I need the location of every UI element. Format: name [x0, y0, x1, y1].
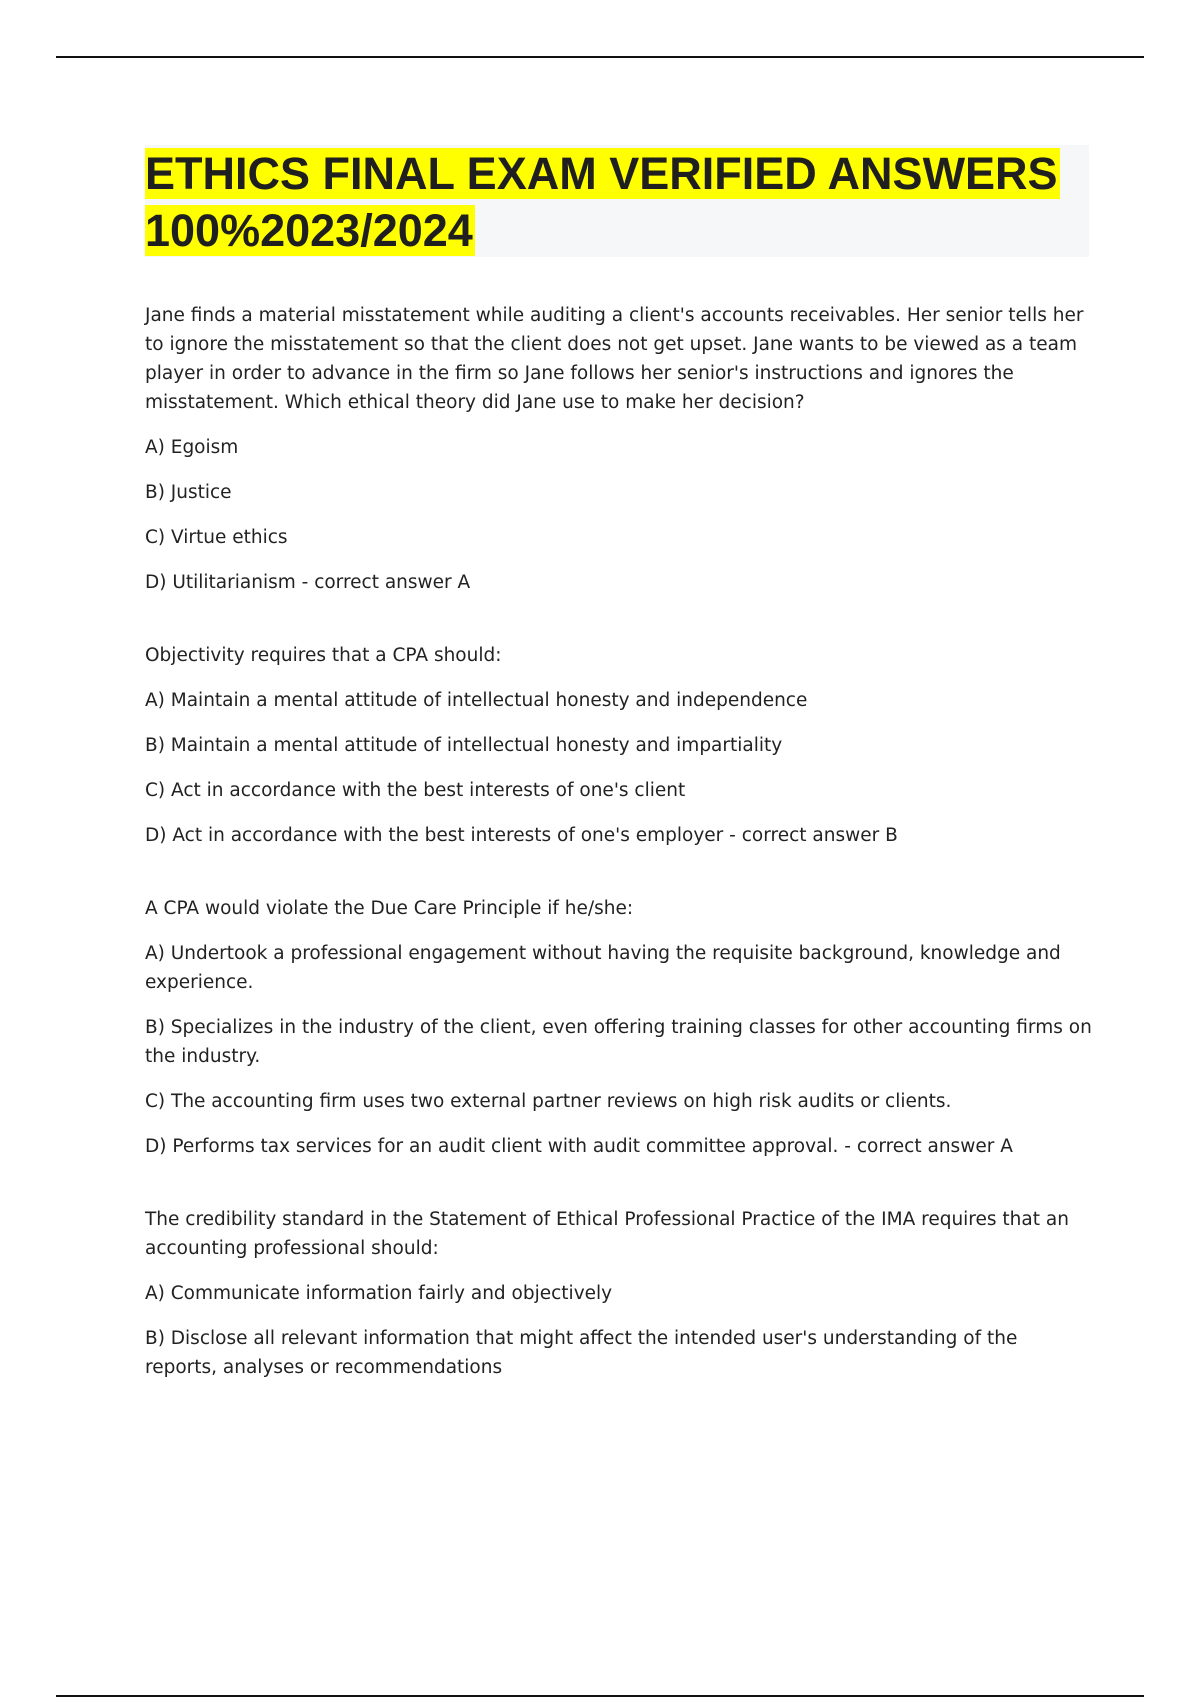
question-4 — [145, 1205, 1095, 1382]
answer-option-b: B) Maintain a mental attitude of intellectual honesty and impartiality — [145, 735, 783, 756]
question-stem: Jane finds a material misstatement while auditing a client's accounts receivables. Her senior tells her to ignore the misstatement so that the client does not get upset. Jane wants to be viewed as a team player in order to advance in the firm so Jane follows her senior's instructions and ignores the misstatement. Which ethical theory did Jane use to make her decision? — [145, 305, 1084, 413]
question-stem: A CPA would violate the Due Care Principle if he/she: — [145, 898, 634, 919]
answer-option-c: C) The accounting firm uses two external partner reviews on high risk audits or clients. — [145, 1091, 952, 1112]
answer-option-a: A) Undertook a professional engagement without having the requisite background, knowledge and experience. — [145, 943, 1061, 993]
answer-option-b: B) Disclose all relevant information that might affect the intended user's understanding of the reports, analyses or recommendations — [145, 1328, 1018, 1378]
answer-option-a: A) Egoism — [145, 437, 239, 458]
answer-option-c: C) Act in accordance with the best interests of one's client — [145, 780, 686, 801]
top-rule — [56, 56, 1144, 58]
answer-option-c: C) Virtue ethics — [145, 527, 288, 548]
answer-option-b: B) Specializes in the industry of the client, even offering training classes for other accounting firms on the industry. — [145, 1017, 1092, 1067]
answer-option-d: D) Act in accordance with the best interests of one's employer - correct answer B — [145, 825, 898, 846]
document-content — [145, 301, 1095, 1382]
page-title — [145, 145, 1089, 259]
answer-option-b: B) Justice — [145, 482, 232, 503]
title-box — [145, 145, 1089, 257]
question-3 — [145, 894, 1095, 1161]
answer-option-d: D) Performs tax services for an audit client with audit committee approval. - correct answer A — [145, 1136, 1013, 1157]
question-stem: The credibility standard in the Statement of Ethical Professional Practice of the IMA requires that an accounting professional should: — [145, 1209, 1069, 1259]
answer-option-d: D) Utilitarianism - correct answer A — [145, 572, 471, 593]
question-stem: Objectivity requires that a CPA should: — [145, 645, 502, 666]
highlighted-title-text: ETHICS FINAL EXAM VERIFIED ANSWERS 100%2023/2024 — [145, 148, 1058, 256]
question-1 — [145, 301, 1095, 597]
answer-option-a: A) Communicate information fairly and objectively — [145, 1283, 613, 1304]
answer-option-a: A) Maintain a mental attitude of intellectual honesty and independence — [145, 690, 808, 711]
bottom-rule — [56, 1695, 1144, 1697]
question-2 — [145, 641, 1095, 850]
